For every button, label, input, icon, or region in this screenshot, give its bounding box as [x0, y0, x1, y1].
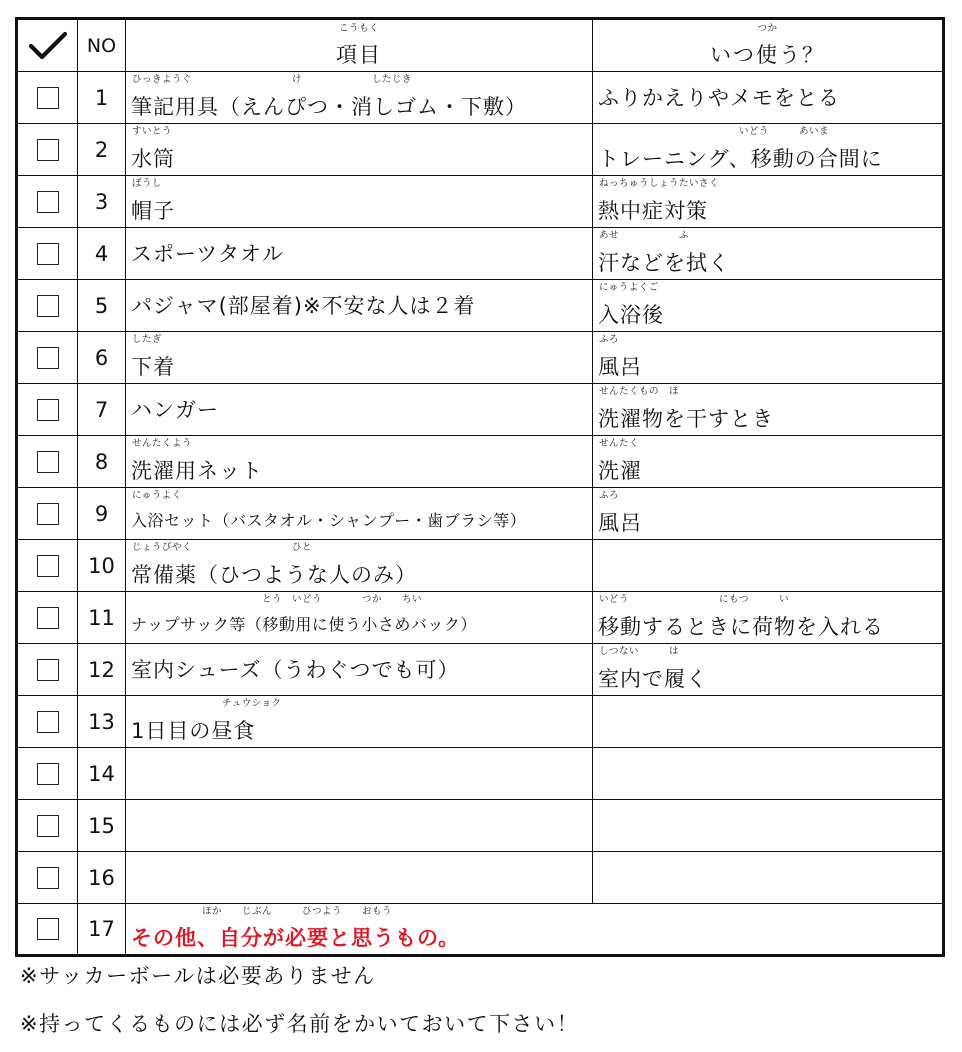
row-number: 1: [78, 72, 126, 124]
when-ruby: せんたくもの ほ: [599, 386, 680, 397]
item-cell: [126, 124, 593, 176]
item-cell: [126, 384, 593, 436]
item-ruby: ぼうし: [132, 178, 163, 189]
row-number: 17: [78, 904, 126, 956]
row-number: 14: [78, 748, 126, 800]
table-row: [17, 488, 944, 540]
item-text: 常備薬（ひつような人のみ）: [131, 563, 417, 587]
row-number: 10: [78, 540, 126, 592]
row-number: 4: [78, 228, 126, 280]
row-number: 11: [78, 592, 126, 644]
header-when-label: いつ使う？: [710, 43, 825, 67]
table-row: [17, 332, 944, 384]
item-text: 1日目の昼食: [131, 719, 256, 743]
when-text: 移動するときに荷物を入れる: [598, 615, 884, 639]
when-cell: [593, 436, 944, 488]
table-row: [17, 176, 944, 228]
item-cell: [126, 852, 593, 904]
when-cell: [593, 176, 944, 228]
header-item-label: 項目: [336, 43, 382, 67]
table-row: [17, 72, 944, 124]
when-cell: [593, 72, 944, 124]
item-text: 筆記用具（えんぴつ・消しゴム・下敷）: [131, 95, 527, 119]
item-checkbox[interactable]: [37, 191, 59, 213]
row-number: 12: [78, 644, 126, 696]
table-row: [17, 436, 944, 488]
item-checkbox[interactable]: [37, 243, 59, 265]
item-cell: [126, 72, 593, 124]
item-checkbox[interactable]: [37, 295, 59, 317]
when-cell: [593, 644, 944, 696]
when-cell: [593, 800, 944, 852]
item-cell: [126, 540, 593, 592]
header-no: NO: [78, 19, 126, 72]
when-ruby: いどう にもつ い: [599, 594, 790, 605]
note-soccer-ball: ※サッカーボールは必要ありません: [20, 964, 376, 988]
when-cell: [593, 592, 944, 644]
when-cell: [593, 280, 944, 332]
table-row: [17, 852, 944, 904]
item-ruby: したぎ: [132, 334, 163, 345]
header-row: [17, 19, 944, 72]
when-ruby: ふろ: [599, 334, 620, 345]
table-row: [17, 592, 944, 644]
item-checkbox[interactable]: [37, 815, 59, 837]
item-text: スポーツタオル: [131, 241, 284, 266]
table-row: [17, 644, 944, 696]
table-row: [17, 124, 944, 176]
header-item: [126, 19, 593, 72]
item-ruby: とう いどう つか ちい: [132, 594, 423, 605]
when-text: 風呂: [598, 355, 642, 379]
table-row: [17, 696, 944, 748]
item-cell: [126, 800, 593, 852]
when-text: 洗濯物を干すとき: [598, 407, 774, 431]
row-number: 15: [78, 800, 126, 852]
item-cell: [126, 176, 593, 228]
row-number: 13: [78, 696, 126, 748]
item-text: パジャマ(部屋着)※不安な人は２着: [131, 293, 476, 318]
when-ruby: ふろ: [599, 490, 620, 501]
table-row: [17, 748, 944, 800]
checkmark-icon: [28, 31, 68, 61]
row-number: 7: [78, 384, 126, 436]
item-checkbox[interactable]: [37, 451, 59, 473]
table-row: [17, 280, 944, 332]
when-text: ふりかえりやメモをとる: [598, 85, 840, 110]
header-item-ruby: こうもく: [338, 23, 379, 34]
other-items-cell: [126, 904, 944, 956]
item-text: ハンガー: [131, 397, 219, 422]
table-row: [17, 540, 944, 592]
item-cell: [126, 436, 593, 488]
item-text: 室内シューズ（うわぐつでも可）: [131, 657, 460, 682]
table-row: [17, 800, 944, 852]
item-cell: [126, 696, 593, 748]
when-text: 洗濯: [598, 459, 642, 483]
header-check-cell: [17, 19, 78, 72]
table-row-other: [17, 904, 944, 956]
item-checkbox[interactable]: [37, 918, 59, 940]
when-cell: [593, 748, 944, 800]
row-number: 5: [78, 280, 126, 332]
when-text: 風呂: [598, 511, 642, 535]
item-checkbox[interactable]: [37, 347, 59, 369]
item-checkbox[interactable]: [37, 139, 59, 161]
table-row: [17, 384, 944, 436]
item-text: 洗濯用ネット: [131, 459, 263, 483]
when-ruby: しつない は: [599, 646, 680, 657]
item-ruby: チュウショク: [132, 698, 282, 709]
item-cell: [126, 488, 593, 540]
when-text: 汗などを拭く: [598, 251, 730, 275]
item-ruby: すいとう: [132, 126, 173, 137]
other-items-ruby: ほか じぶん ひつよう おもう: [132, 906, 393, 917]
item-cell: [126, 332, 593, 384]
header-when: [593, 19, 944, 72]
when-cell: [593, 332, 944, 384]
row-number: 6: [78, 332, 126, 384]
when-ruby: せんたく: [599, 438, 640, 449]
item-ruby: にゅうよく: [132, 490, 182, 501]
when-text: 熱中症対策: [598, 199, 708, 223]
item-checkbox[interactable]: [37, 659, 59, 681]
item-ruby: せんたくよう: [132, 438, 193, 449]
when-cell: [593, 852, 944, 904]
item-text: 水筒: [131, 147, 175, 171]
item-text: 入浴セット（バスタオル・シャンプー・歯ブラシ等）: [131, 511, 527, 530]
other-items-text: その他、自分が必要と思うもの。: [131, 926, 461, 950]
when-ruby: ねっちゅうしょうたいさく: [599, 178, 720, 189]
item-text: ナップサック等（移動用に使う小さめバック）: [131, 615, 477, 634]
item-checkbox[interactable]: [37, 763, 59, 785]
when-ruby: にゅうよくご: [599, 282, 659, 293]
item-cell: [126, 228, 593, 280]
item-ruby: ひっきようぐ け したじき: [132, 74, 413, 85]
row-number: 3: [78, 176, 126, 228]
item-cell: [126, 644, 593, 696]
when-text: 入浴後: [598, 303, 664, 327]
when-text: トレーニング、移動の合間に: [598, 147, 883, 171]
when-cell: [593, 540, 944, 592]
item-text: 帽子: [131, 199, 175, 223]
when-cell: [593, 124, 944, 176]
row-number: 16: [78, 852, 126, 904]
row-number: 9: [78, 488, 126, 540]
item-cell: [126, 280, 593, 332]
when-text: 室内で履く: [598, 667, 708, 691]
item-checkbox[interactable]: [37, 867, 59, 889]
table-row: [17, 228, 944, 280]
item-checkbox[interactable]: [37, 555, 59, 577]
checklist-table: [15, 17, 945, 957]
item-checkbox[interactable]: [37, 87, 59, 109]
header-when-ruby: つか: [757, 23, 778, 34]
when-cell: [593, 696, 944, 748]
item-text: 下着: [131, 355, 175, 379]
when-ruby: あせ ふ: [599, 230, 690, 241]
row-number: 8: [78, 436, 126, 488]
when-cell: [593, 488, 944, 540]
note-write-name: ※持ってくるものには必ず名前をかいておいて下さい！: [20, 1012, 580, 1036]
when-ruby: いどう あいま: [599, 126, 830, 137]
item-cell: [126, 592, 593, 644]
when-cell: [593, 384, 944, 436]
item-checkbox[interactable]: [37, 503, 59, 525]
item-cell: [126, 748, 593, 800]
item-checkbox[interactable]: [37, 607, 59, 629]
item-checkbox[interactable]: [37, 399, 59, 421]
item-ruby: じょうびやく ひと: [132, 542, 313, 553]
row-number: 2: [78, 124, 126, 176]
item-checkbox[interactable]: [37, 711, 59, 733]
when-cell: [593, 228, 944, 280]
